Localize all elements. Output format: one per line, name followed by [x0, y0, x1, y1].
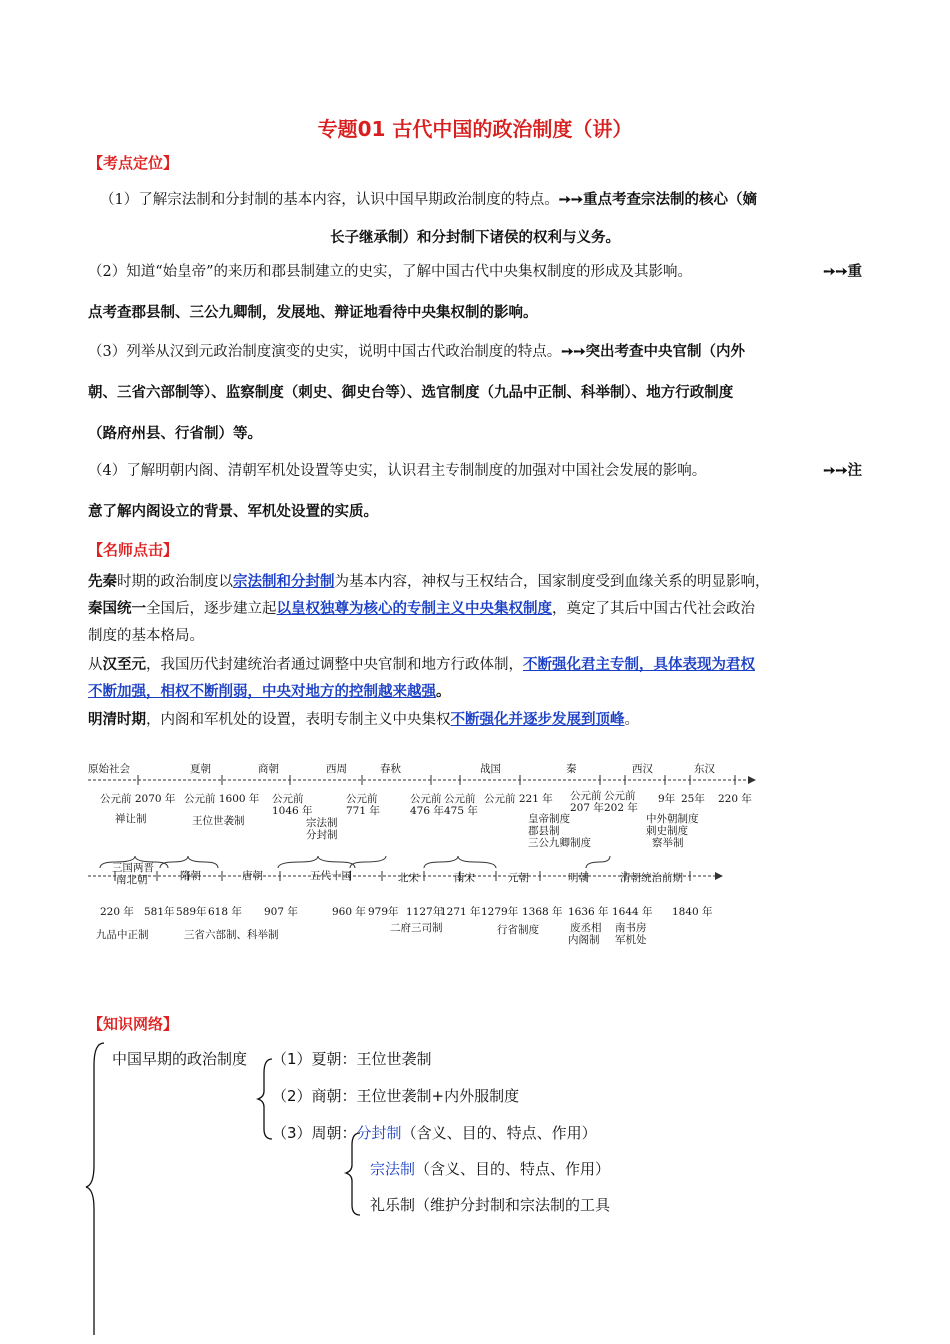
tl1-date: 公元前	[444, 793, 476, 805]
tl1-date: 202 年	[604, 802, 638, 814]
kaodian-item-3-text: （3）列举从汉到元政治制度演变的史实，说明中国古代政治制度的特点。	[88, 344, 562, 360]
tl2-date: 589年	[176, 906, 207, 918]
arrow-icon: ➙➙	[823, 263, 848, 280]
tl1-system: 禅让制	[115, 813, 147, 825]
tl1-date: 公元前 221 年	[484, 793, 553, 805]
tl2-system: 内阁制	[568, 934, 600, 946]
kaodian-item-2-key: 重	[847, 264, 862, 280]
tl1-date: 公元前	[570, 790, 602, 802]
tl1-era: 原始社会	[88, 763, 130, 775]
section-heading-zhishi: 【知识网络】	[88, 1015, 179, 1033]
kaodian-item-1-text: （1）了解宗法制和分封制的基本内容，认识中国早期政治制度的特点。	[100, 192, 559, 208]
page-title: 专题01 古代中国的政治制度（讲）	[317, 117, 633, 141]
kaodian-item-2-key-cont: 点考查郡县制、三公九卿制，发展地、辩证地看待中央集权制的影响。	[88, 305, 538, 321]
network-root: 中国早期的政治制度	[112, 1050, 248, 1068]
tl1-date: 公元前 1600 年	[184, 793, 260, 805]
tl2-date: 1127年	[406, 906, 444, 918]
arrow-icon: ➙➙	[823, 462, 848, 479]
network-xia: （1）夏朝：王位世袭制	[272, 1050, 432, 1068]
tl2-date: 581年	[144, 906, 175, 918]
kaodian-item-2	[88, 262, 868, 282]
tl1-date: 公元前	[272, 793, 304, 805]
tl1-era: 商朝	[258, 763, 279, 775]
kaodian-item-3-key-cont2: （路府州县、行省制）等。	[88, 426, 262, 442]
mingshi-line-4: 从汉至元，我国历代封建统治者通过调整中央官制和地方行政体制，不断强化君主专制，具体表现为君权	[88, 657, 755, 673]
tl1-date: 公元前	[604, 790, 636, 802]
tl1-era: 战国	[480, 763, 501, 775]
kaodian-item-2-text: （2）知道“始皇帝”的来历和郡县制建立的史实，了解中国古代中央集权制度的形成及其影响。	[88, 264, 693, 280]
kaodian-item-4	[88, 461, 868, 481]
tl1-era: 西周	[326, 763, 347, 775]
tl1-system: 分封制	[306, 829, 338, 841]
tl2-system: 二府三司制	[390, 922, 443, 934]
tl2-era: 南宋	[454, 872, 475, 884]
mingshi-line-6: 明清时期，内阁和军机处的设置，表明专制主义中央集权不断强化并逐步发展到顶峰。	[88, 712, 639, 728]
tl1-system: 郡县制	[528, 825, 560, 837]
tl1-date: 771 年	[346, 805, 380, 817]
arrow-icon: ➙➙	[561, 343, 586, 360]
mingshi-line-5: 不断加强，相权不断削弱，中央对地方的控制越来越强。	[88, 684, 451, 700]
tl2-system: 行省制度	[497, 924, 539, 936]
tl1-system: 刺史制度	[646, 825, 688, 837]
tl1-system: 王位世袭制	[192, 815, 245, 827]
tl1-system: 察举制	[652, 837, 684, 849]
tl1-date: 207 年	[570, 802, 604, 814]
tl2-date: 220 年	[100, 906, 134, 918]
tl1-era: 东汉	[694, 763, 715, 775]
network-shang: （2）商朝：王位世袭制+内外服制度	[272, 1087, 520, 1105]
tl1-system: 三公九卿制度	[528, 837, 591, 849]
tl2-date: 618 年	[208, 906, 242, 918]
tl2-date: 1271 年	[440, 906, 481, 918]
tl2-system: 废丞相	[570, 922, 602, 934]
kaodian-item-1	[100, 190, 880, 210]
tl2-system: 南书房	[615, 922, 647, 934]
tl1-date: 475 年	[444, 805, 478, 817]
kaodian-item-3-key: 突出考查中央官制（内外	[585, 344, 746, 360]
tl2-system: 九品中正制	[96, 929, 149, 941]
kaodian-item-1-key-cont: 长子继承制）和分封制下诸侯的权利与义务。	[330, 230, 620, 246]
tl1-date: 公元前	[410, 793, 442, 805]
tl2-era: 南北朝	[116, 874, 148, 886]
mingshi-line-3: 制度的基本格局。	[88, 628, 204, 644]
tl1-system: 中外朝制度	[646, 813, 699, 825]
tl1-era: 春秋	[380, 763, 401, 775]
section-heading-mingshi: 【名师点击】	[88, 541, 179, 559]
tl1-date: 公元前 2070 年	[100, 793, 176, 805]
tl1-system: 皇帝制度	[528, 813, 570, 825]
tl1-date: 9年	[658, 793, 676, 805]
tl2-era: 五代十国	[310, 870, 352, 882]
tl2-system: 三省六部制、科举制	[184, 929, 279, 941]
kaodian-item-4-text: （4）了解明朝内阁、清朝军机处设置等史实，认识君主专制制度的加强对中国社会发展的影响。	[88, 463, 707, 479]
tl2-era: 元朝	[508, 872, 529, 884]
tl2-era: 三国两晋	[112, 862, 154, 874]
tl2-era: 明朝	[568, 872, 589, 884]
tl1-system: 宗法制	[306, 817, 338, 829]
network-fenfeng: 分封制	[356, 1124, 402, 1142]
kaodian-item-1-key: 重点考查宗法制的核心（嫡	[583, 192, 758, 208]
kaodian-item-3	[88, 342, 868, 362]
tl2-date: 979年	[368, 906, 399, 918]
section-heading-kaodian: 【考点定位】	[88, 154, 179, 172]
kaodian-item-3-key-cont: 朝、三省六部制等）、监察制度（刺史、御史台等）、选官制度（九品中正制、科举制）、地方行政制度	[88, 385, 734, 401]
network-liyue: 礼乐制（维护分封制和宗法制的工具	[370, 1196, 611, 1214]
tl2-date: 1368 年	[522, 906, 563, 918]
network-zhou: （3）周朝：分封制（含义、目的、特点、作用）	[272, 1124, 597, 1142]
tl2-system: 军机处	[615, 934, 647, 946]
tl2-era: 清朝统治前期	[620, 872, 683, 884]
tl2-date: 1636 年	[568, 906, 609, 918]
tl1-era: 夏朝	[190, 763, 211, 775]
tl1-date: 1046 年	[272, 805, 313, 817]
tl1-date: 25年	[681, 793, 705, 805]
mingshi-line-1: 先秦时期的政治制度以宗法制和分封制为基本内容，神权与王权结合，国家制度受到血缘关系的明显影响，	[88, 574, 770, 590]
tl2-era: 隋朝	[180, 870, 201, 882]
tl2-era: 唐朝	[242, 870, 263, 882]
knowledge-network-brackets	[0, 1035, 950, 1344]
tl2-date: 960 年	[332, 906, 366, 918]
tl2-date: 907 年	[264, 906, 298, 918]
arrow-icon: ➙➙	[558, 191, 584, 208]
kaodian-item-4-key-cont: 意了解内阁设立的背景、军机处设置的实质。	[88, 504, 378, 520]
tl2-date: 1840 年	[672, 906, 713, 918]
tl1-era: 秦	[566, 763, 577, 775]
tl2-date: 1644 年	[612, 906, 653, 918]
tl2-era: 北宋	[398, 872, 419, 884]
kaodian-item-4-key: 注	[847, 463, 862, 479]
tl1-date: 公元前	[346, 793, 378, 805]
tl1-date: 220 年	[718, 793, 752, 805]
network-zongfa: 宗法制（含义、目的、特点、作用）	[370, 1160, 611, 1178]
tl1-date: 476 年	[410, 805, 444, 817]
tl2-date: 1279年	[481, 906, 519, 918]
tl1-era: 西汉	[632, 763, 653, 775]
mingshi-line-2: 秦国统一全国后，逐步建立起以皇权独尊为核心的专制主义中央集权制度，奠定了其后中国古代社会政治	[88, 601, 755, 617]
